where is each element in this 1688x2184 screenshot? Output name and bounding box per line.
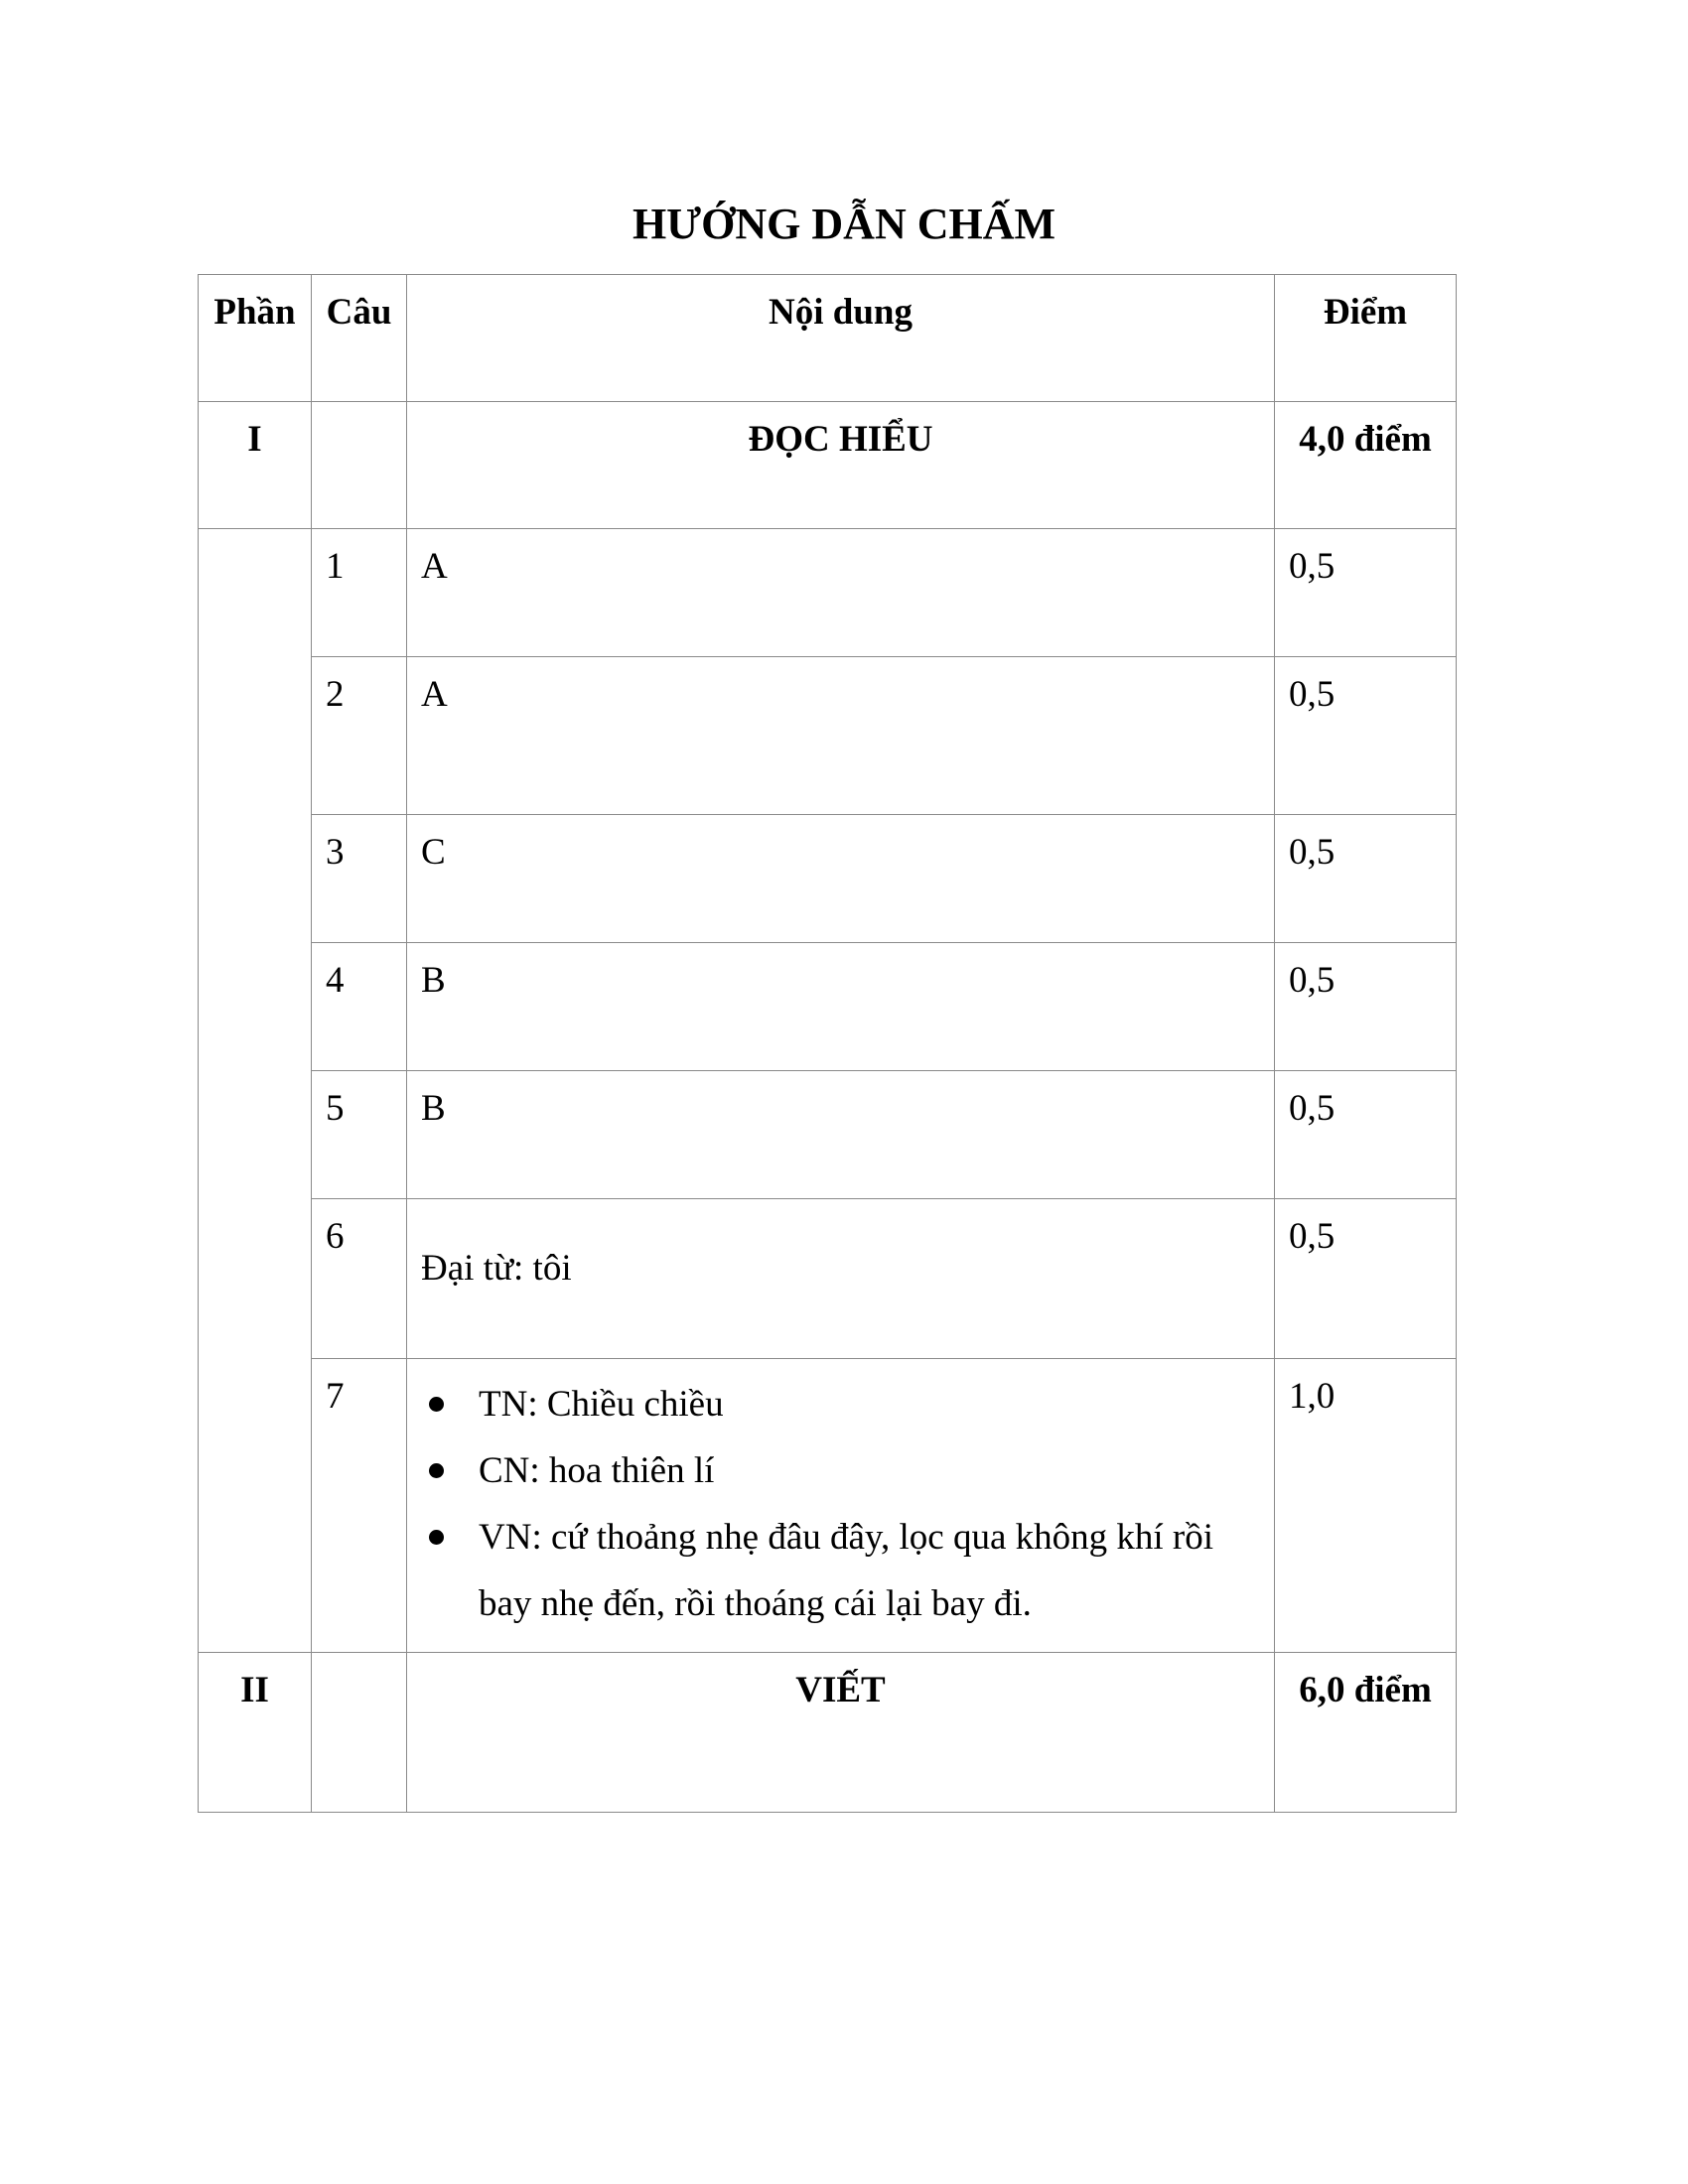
grading-table bbox=[198, 274, 1457, 1813]
question-number: 1 bbox=[312, 529, 407, 657]
section-title: VIẾT bbox=[407, 1653, 1275, 1813]
table-row bbox=[199, 657, 1457, 815]
header-phan: Phần bbox=[199, 275, 312, 402]
question-number: 4 bbox=[312, 943, 407, 1071]
answer-content: C bbox=[407, 815, 1275, 943]
answer-score: 0,5 bbox=[1275, 529, 1457, 657]
question-number: 7 bbox=[312, 1359, 407, 1653]
section-score: 4,0 điểm bbox=[1275, 402, 1457, 529]
answer-score: 0,5 bbox=[1275, 815, 1457, 943]
bullet-icon bbox=[429, 1530, 444, 1545]
table-row bbox=[199, 815, 1457, 943]
section-score: 6,0 điểm bbox=[1275, 1653, 1457, 1813]
header-cau: Câu bbox=[312, 275, 407, 402]
question-number: 3 bbox=[312, 815, 407, 943]
header-noi-dung: Nội dung bbox=[407, 275, 1275, 402]
answer-bullet-list bbox=[421, 1371, 1260, 1637]
question-number: 5 bbox=[312, 1071, 407, 1199]
answer-content bbox=[407, 1359, 1275, 1653]
page-title: HƯỚNG DẪN CHẤM bbox=[632, 200, 1056, 248]
bullet-text: VN: cứ thoảng nhẹ đâu đây, lọc qua không khí rồi bay nhẹ đến, rồi thoáng cái lại bay đi. bbox=[479, 1517, 1214, 1624]
answer-score: 1,0 bbox=[1275, 1359, 1457, 1653]
section-number: II bbox=[199, 1653, 312, 1813]
answer-score: 0,5 bbox=[1275, 1071, 1457, 1199]
bullet-text: CN: hoa thiên lí bbox=[479, 1450, 715, 1491]
answer-text: Đại từ: tôi bbox=[421, 1248, 572, 1289]
answer-score: 0,5 bbox=[1275, 1199, 1457, 1359]
table-row bbox=[199, 1359, 1457, 1653]
empty-cell bbox=[312, 402, 407, 529]
bullet-item bbox=[421, 1437, 1260, 1504]
table-row bbox=[199, 943, 1457, 1071]
bullet-icon bbox=[429, 1397, 444, 1412]
answer-content: A bbox=[407, 657, 1275, 815]
question-number: 2 bbox=[312, 657, 407, 815]
table-header-row bbox=[199, 275, 1457, 402]
bullet-icon bbox=[429, 1463, 444, 1478]
empty-cell bbox=[312, 1653, 407, 1813]
table-row bbox=[199, 529, 1457, 657]
section-number: I bbox=[199, 402, 312, 529]
table-row bbox=[199, 1071, 1457, 1199]
section-row-doc-hieu bbox=[199, 402, 1457, 529]
bullet-item bbox=[421, 1504, 1260, 1637]
answer-content: A bbox=[407, 529, 1275, 657]
answer-content bbox=[407, 1199, 1275, 1359]
answer-content: B bbox=[407, 1071, 1275, 1199]
section-title: ĐỌC HIỂU bbox=[407, 402, 1275, 529]
header-diem: Điểm bbox=[1275, 275, 1457, 402]
answer-content: B bbox=[407, 943, 1275, 1071]
section-row-viet bbox=[199, 1653, 1457, 1813]
answer-score: 0,5 bbox=[1275, 657, 1457, 815]
merged-phan-cell bbox=[199, 529, 312, 1653]
bullet-text: TN: Chiều chiều bbox=[479, 1384, 724, 1425]
question-number: 6 bbox=[312, 1199, 407, 1359]
bullet-item bbox=[421, 1371, 1260, 1437]
table-row bbox=[199, 1199, 1457, 1359]
answer-score: 0,5 bbox=[1275, 943, 1457, 1071]
